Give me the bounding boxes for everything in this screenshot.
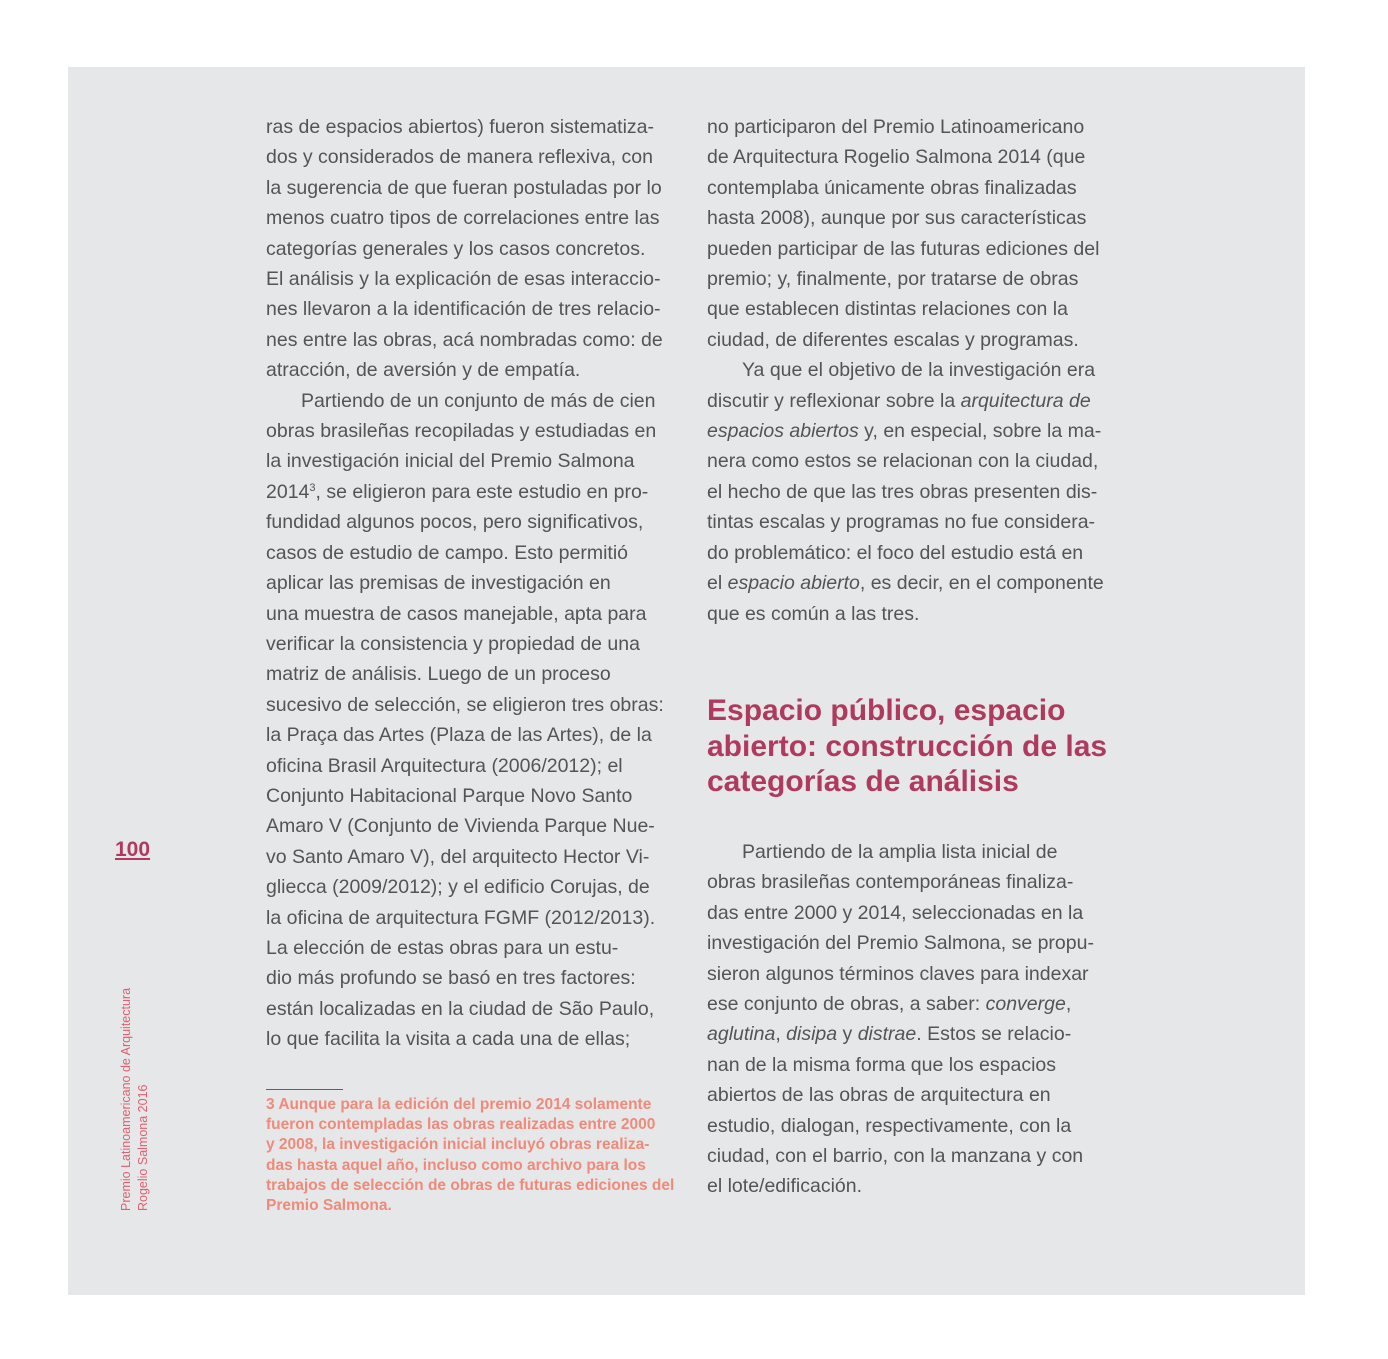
text-line: lo que facilita la visita a cada una de ellas;	[266, 1028, 631, 1051]
text-line: dos y considerados de manera reflexiva, con	[266, 146, 653, 169]
page-number: 100	[115, 838, 151, 861]
text-line: el lote/edificación.	[707, 1175, 863, 1198]
text-fragment: , es decir, en el componente	[859, 572, 1104, 595]
text-line	[707, 989, 1127, 1019]
text-line: gliecca (2009/2012); y el edificio Corujas, de	[266, 876, 650, 899]
text-line: nera como estos se relacionan con la ciudad,	[707, 450, 1099, 473]
footnote-line: fueron contempladas las obras realizadas entre 2000	[266, 1116, 656, 1134]
text-line: que establecen distintas relaciones con la	[707, 298, 1068, 321]
right-paragraph-1	[707, 112, 1127, 355]
text-line: Amaro V (Conjunto de Vivienda Parque Nue-	[266, 815, 655, 838]
text-fragment: ,	[1065, 993, 1072, 1016]
emphasis: arquitectura de	[960, 389, 1091, 412]
text-line: fundidad algunos pocos, pero significativos,	[266, 511, 644, 534]
text-line	[707, 386, 1127, 416]
side-caption-line: Premio Latinoamericano de Arquitectura	[119, 987, 133, 1211]
section-heading	[707, 693, 1127, 800]
side-caption-line: Rogelio Salmona 2016	[136, 1084, 150, 1211]
text-line: menos cuatro tipos de correlaciones entre las	[266, 207, 660, 230]
text-line: contemplaba únicamente obras finalizadas	[707, 176, 1077, 199]
text-line	[707, 1019, 1127, 1049]
text-line: vo Santo Amaro V), del arquitecto Hector Vi-	[266, 845, 650, 868]
footnote-line: das hasta aquel año, incluso como archivo para los	[266, 1156, 646, 1174]
emphasis: converge	[985, 993, 1066, 1016]
footnote	[266, 1095, 696, 1216]
text-line: obras brasileñas recopiladas y estudiadas en	[266, 420, 657, 443]
text-line: la Praça das Artes (Plaza de las Artes), de la	[266, 724, 652, 747]
text-line: das entre 2000 y 2014, seleccionadas en la	[707, 901, 1084, 924]
text-line: abiertos de las obras de arquitectura en	[707, 1084, 1051, 1107]
text-fragment: 2014	[266, 480, 310, 503]
footnote-reference[interactable]: 3	[309, 481, 316, 494]
text-line: que es común a las tres.	[707, 602, 920, 625]
heading-line: categorías de análisis	[707, 765, 1019, 798]
text-line: Partiendo de un conjunto de más de cien	[301, 389, 656, 412]
text-line: atracción, de aversión y de empatía.	[266, 359, 581, 382]
text-line: La elección de estas obras para un estu-	[266, 936, 619, 959]
text-line: aplicar las premisas de investigación en	[266, 572, 611, 595]
footnote-line: Premio Salmona.	[266, 1197, 392, 1215]
text-line: matriz de análisis. Luego de un proceso	[266, 663, 611, 686]
text-line: obras brasileñas contemporáneas finaliza-	[707, 871, 1074, 894]
text-fragment: ese conjunto de obras, a saber:	[707, 993, 986, 1016]
text-line: Ya que el objetivo de la investigación era	[742, 359, 1096, 382]
heading-line: Espacio público, espacio	[707, 694, 1066, 727]
left-column	[266, 112, 686, 1055]
text-line: nes entre las obras, acá nombradas como: de	[266, 328, 663, 351]
text-line: estudio, dialogan, respectivamente, con la	[707, 1114, 1072, 1137]
text-line: ciudad, con el barrio, con la manzana y con	[707, 1145, 1084, 1168]
text-line: una muestra de casos manejable, apta para	[266, 602, 647, 625]
text-line: están localizadas en la ciudad de São Paulo,	[266, 997, 655, 1020]
left-paragraph-2	[266, 386, 686, 1055]
left-paragraph-1	[266, 112, 686, 386]
text-line: ras de espacios abiertos) fueron sistematiza-	[266, 116, 655, 138]
text-line: nan de la misma forma que los espacios	[707, 1053, 1057, 1076]
text-fragment: , se eligieron para este estudio en pro-	[315, 480, 649, 503]
text-fragment: el	[707, 572, 728, 595]
text-line: investigación del Premio Salmona, se propu-	[707, 932, 1094, 955]
text-line: el hecho de que las tres obras presenten dis-	[707, 480, 1098, 503]
emphasis: espacio abierto	[727, 572, 860, 595]
text-line: la sugerencia de que fueran postuladas por lo	[266, 176, 662, 199]
footnote-line: trabajos de selección de obras de futuras ediciones del	[266, 1176, 675, 1194]
right-column-section	[707, 837, 1127, 1202]
right-paragraph-3	[707, 837, 1127, 1202]
text-line: do problemático: el foco del estudio está en	[707, 541, 1084, 564]
text-line: la investigación inicial del Premio Salmona	[266, 450, 635, 473]
text-line: verificar la consistencia y propiedad de una	[266, 632, 640, 655]
text-line: sieron algunos términos claves para indexar	[707, 962, 1089, 985]
text-line: ciudad, de diferentes escalas y programas.	[707, 328, 1079, 351]
text-line: Partiendo de la amplia lista inicial de	[742, 841, 1058, 863]
text-line: tintas escalas y programas no fue considera-	[707, 511, 1096, 534]
text-line: categorías generales y los casos concretos.	[266, 237, 646, 260]
text-line: nes llevaron a la identificación de tres relacio-	[266, 298, 661, 321]
text-line: la oficina de arquitectura FGMF (2012/2013).	[266, 906, 656, 929]
text-line: sucesivo de selección, se eligieron tres obras:	[266, 693, 664, 716]
emphasis: distrae	[857, 1023, 917, 1046]
text-fragment: y, en especial, sobre la ma-	[858, 420, 1102, 443]
emphasis: aglutina	[707, 1023, 776, 1046]
text-line: casos de estudio de campo. Esto permitió	[266, 541, 629, 564]
text-line: pueden participar de las futuras ediciones del	[707, 237, 1100, 260]
text-fragment: discutir y reflexionar sobre la	[707, 389, 961, 412]
right-column	[707, 112, 1127, 629]
text-line	[707, 416, 1127, 446]
text-line: de Arquitectura Rogelio Salmona 2014 (que	[707, 146, 1086, 169]
text-line: no participaron del Premio Latinoamericano	[707, 116, 1085, 138]
side-caption	[118, 988, 152, 1211]
text-line	[707, 568, 1127, 598]
text-line: El análisis y la explicación de esas interaccio-	[266, 268, 661, 291]
text-fragment: y	[837, 1023, 858, 1046]
text-fragment: ,	[775, 1023, 787, 1046]
text-line: premio; y, finalmente, por tratarse de obras	[707, 268, 1079, 291]
text-line: hasta 2008), aunque por sus características	[707, 207, 1087, 230]
footnote-divider	[266, 1089, 343, 1090]
text-line	[266, 477, 686, 507]
footnote-line: y 2008, la investigación inicial incluyó obras realiza-	[266, 1136, 650, 1154]
footnote-line: 3 Aunque para la edición del premio 2014 solamente	[266, 1096, 652, 1113]
text-line: dio más profundo se basó en tres factores:	[266, 967, 636, 990]
heading-line: abierto: construcción de las	[707, 729, 1108, 763]
right-paragraph-2	[707, 355, 1127, 629]
emphasis: disipa	[786, 1023, 838, 1046]
text-line: Conjunto Habitacional Parque Novo Santo	[266, 784, 633, 807]
text-fragment: . Estos se relacio-	[916, 1023, 1072, 1046]
emphasis: espacios abiertos	[707, 420, 859, 443]
text-line: oficina Brasil Arquitectura (2006/2012); el	[266, 754, 623, 777]
